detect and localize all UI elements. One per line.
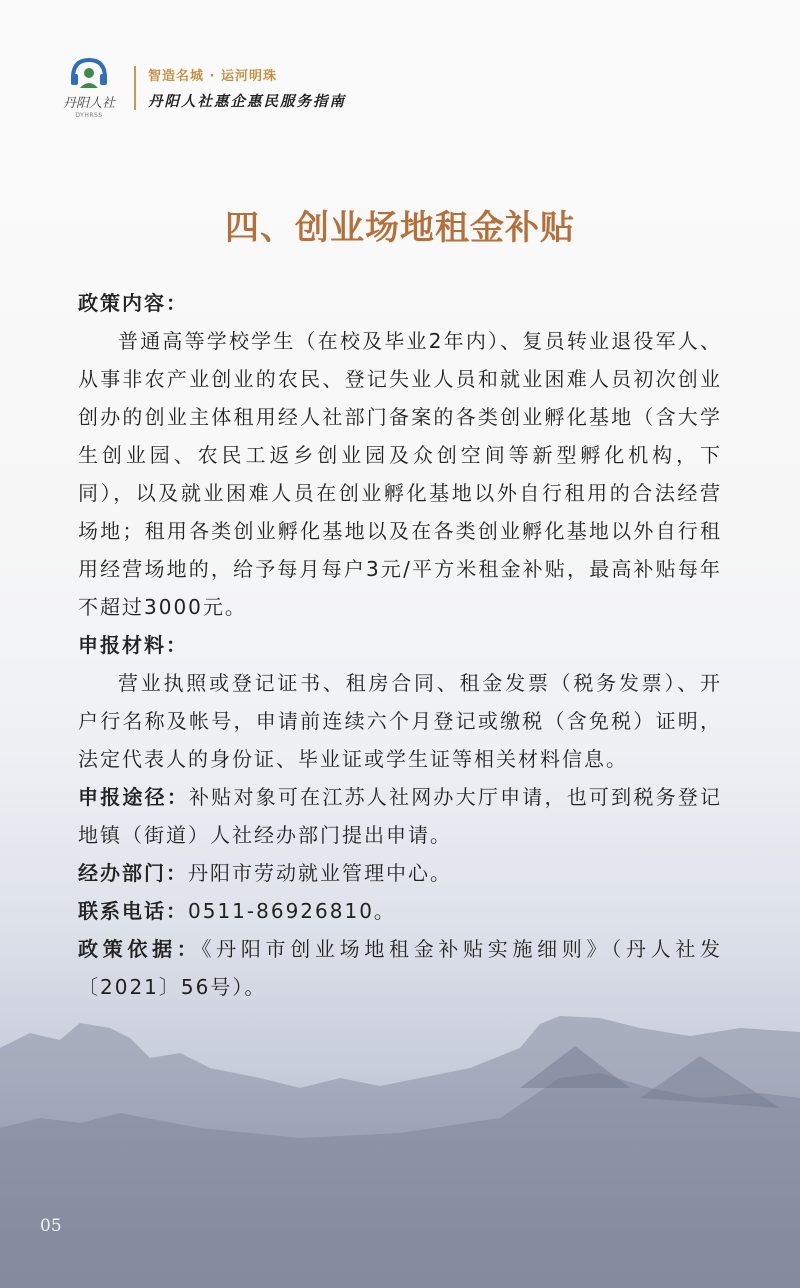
channel-text: 补贴对象可在江苏人社网办大厅申请，也可到税务登记地镇（街道）人社经办部门提出申请。 xyxy=(78,785,723,847)
basis-text: 《丹阳市创业场地租金补贴实施细则》（丹人社发〔2021〕56号）。 xyxy=(78,937,723,999)
channel-label: 申报途径： xyxy=(78,785,190,809)
logo-emblem-icon xyxy=(69,56,109,90)
logo-name: 丹阳人社 xyxy=(62,96,115,111)
dept-line xyxy=(78,854,722,892)
channel-line xyxy=(78,778,722,854)
policy-text: 普通高等学校学生（在校及毕业2年内）、复员转业退役军人、从事非农产业创业的农民、登记失业人员和就业困难人员初次创业创办的创业主体租用经人社部门备案的各类创业孵化基地（含大学生创业园、农民工返乡创业园及众创空间等新型孵化机构，下同），以及就业困难人员在创业孵化基地以外自行租用的合法经营场地；租用各类创业孵化基地以及在各类创业孵化基地以外自行租用经营场地的，给予每月每户3元/平方米租金补贴，最高补贴每年不超过3000元。 xyxy=(78,329,722,619)
header-divider xyxy=(134,66,136,110)
materials-text: 营业执照或登记证书、租房合同、租金发票（税务发票）、开户行名称及帐号，申请前连续六个月登记或缴税（含免税）证明，法定代表人的身份证、毕业证或学生证等相关材料信息。 xyxy=(78,671,722,771)
basis-line xyxy=(78,930,722,1006)
basis-label: 政策依据： xyxy=(78,937,202,961)
header-text xyxy=(148,65,346,111)
phone-line xyxy=(78,892,722,930)
guide-title: 丹阳人社惠企惠民服务指南 xyxy=(148,93,346,110)
policy-heading: 政策内容： xyxy=(78,291,188,315)
materials-heading: 申报材料： xyxy=(78,633,188,657)
section-title: 四、创业场地租金补贴 xyxy=(225,208,575,248)
logo xyxy=(52,56,126,119)
slogan: 智造名城 · 运河明珠 xyxy=(148,68,277,84)
phone-label: 联系电话： xyxy=(78,899,188,923)
header xyxy=(52,56,346,119)
dept-label: 经办部门： xyxy=(78,861,188,885)
policy-content xyxy=(78,284,722,1006)
logo-subtitle: DYHRSS xyxy=(75,112,103,119)
phone-text: 0511-86926810。 xyxy=(188,899,396,923)
page-number: 05 xyxy=(40,1216,62,1236)
dept-text: 丹阳市劳动就业管理中心。 xyxy=(188,861,452,885)
